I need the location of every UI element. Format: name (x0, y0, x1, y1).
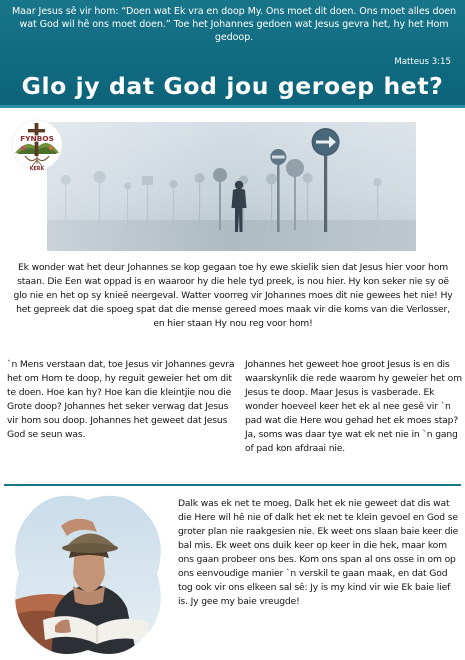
fynbos-kerk-logo (7, 118, 67, 172)
section-divider (4, 484, 461, 486)
closing-paragraph: Dalk was ek net te moeg. Dalk het ek nie geweet dat dis wat die Here wil hê nie of dalk het ek net te klein gevoel en God se groter plan nie raakgesien nie. Ek weet ons slaan baie keer die bal mis. Ek weet ons duik keer op keer in die hek, maar kom ons gaan probeer ons bes. Kom ons span al ons osse in om op ons eenvoudige manier `n verskil te gaan maak, en dat God tog ook vir ons elkeen sal sê: Jy is my kind vir wie Ek baie lief is. Jy gee my baie vreugde! (178, 498, 459, 607)
paragraph-right-column: Johannes het geweet hoe groot Jesus is en dis waarskynlik die rede waarom hy geweier het om Jesus te doop. Maar Jesus is vasberade. Ek wonder hoeveel keer het ek al nee gesê vir `n pad wat die Here wou gehad het ek moes stap? Ja, soms was daar tye wat ek net nie in `n gang of pad kon afdraai nie. (245, 359, 462, 454)
scripture-quote: Maar Jesus sê vir hom: “Doen wat Ek vra en doop My. Ons moet dit doen. Ons moet alles doen wat God wil hê ons moet doen.” Toe het Johannes gedoen wat Jesus gevra het, hy het Hom gedoop. (11, 6, 457, 43)
paragraph-left-column: `n Mens verstaan dat, toe Jesus vir Johannes gevra het om Hom te doop, hy reguit geweier het om dit te doen. Hoe kan hy? Hoe kan die kleintjie nou die Grote doop? Johannes het seker verwag dat Jesus vir hom sou doop. Johannes het geweet dat Jesus God se seun was. (7, 359, 235, 440)
page-title: Glo jy dat God jou geroep het? (21, 72, 444, 100)
scripture-reference: Matteus 3:15 (394, 57, 451, 67)
logo-text-fynbos: FYNBOS (20, 134, 54, 143)
hero-photo-fog-signs (47, 122, 416, 251)
header (0, 0, 465, 113)
intro-paragraph: Ek wonder wat het deur Johannes se kop gegaan toe hy ewe skielik sien dat Jesus hier voor hom staan. Die Een wat oppad is en waaroor hy die hele tyd preek, is nou hier. Hy kon seker nie sy oë glo nie en het op sy knieë neergeval. Watter voorreg vir Johannes moes dit nie gewees het nie! Hy het gepreek dat die spoeg spat dat die mense gereed moes maak vir die koms van die Verlosser, en hier staan Hy nou reg voor hom! (13, 262, 453, 329)
portrait-photo-man-reading (9, 492, 167, 657)
logo-text-kerk: KERK (29, 167, 45, 172)
